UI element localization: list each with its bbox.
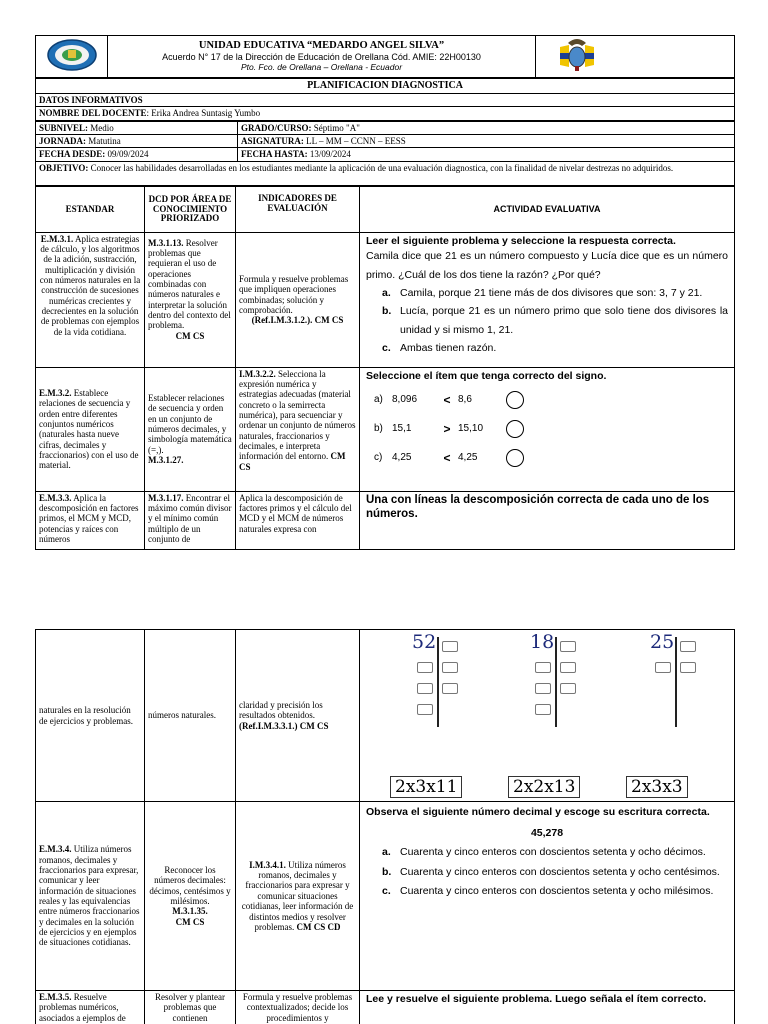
r4-option-text: Cuarenta y cinco enteros con doscientos setenta y ocho décimos. (400, 846, 706, 859)
r3-indicator-cont-text: claridad y precisión los resultados obtenidos. (239, 699, 323, 721)
shift-value: Matutina (86, 136, 121, 147)
r2-item-sign: > (443, 421, 451, 436)
page-1 (35, 35, 734, 550)
r3-dcd-text: Encontrar el máximo común divisor y el mínimo común múltiplo de un conjunto de (148, 492, 232, 545)
r4-option-letter: c. (382, 885, 391, 898)
r4-dcd (145, 802, 236, 991)
blank-divisor-box (442, 683, 458, 694)
r4-indicator-tag: CM CS CD (296, 921, 341, 932)
answer-circle (506, 391, 524, 409)
r4-dcd-text: Reconocer los números decimales: décimos, centésimos y milésimos. (149, 864, 231, 906)
school-logo-cell (36, 36, 108, 78)
r4-decimal-number: 45,278 (530, 826, 564, 839)
division-line (675, 637, 677, 727)
r2-item-label: b) (374, 422, 383, 434)
r3-standard (36, 491, 145, 549)
info-grid (35, 121, 735, 186)
r3-dcd-cont: números naturales. (145, 630, 236, 802)
plan-table-continued (35, 629, 735, 1024)
r1-activity (360, 232, 735, 367)
r1-standard-code: E.M.3.1. (40, 233, 74, 244)
r2-item (366, 385, 728, 414)
r1-option (366, 339, 728, 357)
col-header-standard: ESTANDAR (36, 186, 145, 232)
blank-quotient-box (417, 704, 433, 715)
blank-divisor-box (560, 641, 576, 652)
r5-dcd: Resolver y plantear problemas que contienen (145, 991, 236, 1024)
r4-option (366, 843, 728, 862)
r5-standard-text: Resuelve problemas numéricos, asociados a ejemplos de (39, 992, 126, 1023)
r1-dcd-tag: CM CS (175, 330, 205, 341)
grade-cell (238, 121, 735, 134)
sublevel-cell (36, 121, 238, 134)
answer-circle (506, 420, 524, 438)
blank-divisor-box (560, 683, 576, 694)
subject-cell (238, 135, 735, 148)
r3-indicator-ref: (Ref.I.M.3.3.1.) CM CS (239, 720, 329, 731)
division-number: 18 (530, 631, 555, 653)
answer-circle (506, 449, 524, 467)
r3-activity (360, 491, 735, 549)
r2-indicator-text: Selecciona la expresión numérica y estrategias adecuadas (material concreto o la semirrecta numérica), para secuenciar y ordenar un conjunto de números naturales, fraccionarios y decimales, e interpreta información del entorno. (239, 368, 356, 462)
factor-option: 2x3x3 (626, 776, 688, 798)
r1-standard-text: Aplica estrategias de cálculo, y los algoritmos de la adición, sustracción, multiplicación y división con números naturales en la construcción de sucesiones numéricas crecientes y decrecientes en la solución de problemas con ejemplos de la vida cotidiana. (39, 233, 141, 337)
r4-question: Observa el siguiente número decimal y escoge su escritura correcta. (366, 806, 710, 818)
r4-standard-text: Utiliza números romanos, decimales y fraccionarios para expresar, comunicar y leer información de situaciones reales y las equivalencias entre números fraccionarios y decimales en la solución de ejercicios y en ejemplos de situaciones cotidianas. (39, 844, 140, 948)
r3-dcd (145, 491, 236, 549)
division-line (555, 637, 557, 727)
school-location: Pto. Fco. de Orellana – Orellana - Ecuador (240, 61, 403, 72)
blank-divisor-box (442, 662, 458, 673)
factor-diagram (360, 630, 733, 800)
shift-cell (36, 135, 238, 148)
r4-standard-code: E.M.3.4. (39, 844, 72, 855)
r2-item-right: 8,6 (458, 393, 472, 405)
r4-option (366, 882, 728, 901)
r4-option-letter: a. (382, 846, 391, 859)
blank-quotient-box (417, 662, 433, 673)
r3-dcd-code: M.3.1.17. (148, 492, 184, 503)
r2-item-left: 8,096 (392, 393, 418, 405)
r3-activity-diagram (360, 630, 735, 802)
r1-option-letter: b. (382, 305, 392, 318)
r2-question: Seleccione el ítem que tenga correcto del signo. (366, 369, 607, 382)
r1-option-letter: c. (382, 342, 391, 355)
r1-option (366, 284, 728, 302)
r4-dcd-tag: CM CS (175, 916, 205, 927)
blank-quotient-box (655, 662, 671, 673)
r4-activity (360, 802, 735, 991)
r2-dcd-code: M.3.1.27. (148, 455, 184, 466)
from-date-label: FECHA DESDE: (39, 149, 106, 160)
from-date-cell (36, 148, 238, 161)
to-date-cell (238, 148, 735, 161)
r4-options (366, 843, 728, 901)
r1-problem: Camila dice que 21 es un número compuesto y Lucía dice que es un número primo. ¿Cuál de los dos tiene la razón? ¿Por qué? (366, 250, 728, 281)
r3-standard-code: E.M.3.3. (39, 492, 72, 503)
coat-of-arms-icon (556, 37, 598, 73)
blank-divisor-box (680, 662, 696, 673)
factor-option: 2x3x11 (390, 776, 462, 798)
to-date-label: FECHA HASTA: (241, 149, 308, 160)
r1-dcd-code: M.3.1.13. (148, 237, 184, 248)
r1-option-text: Ambas tienen razón. (400, 342, 497, 355)
r5-standard (36, 991, 145, 1024)
r4-standard (36, 802, 145, 991)
r3-standard-cont: naturales en la resolución de ejercicios y problemas. (36, 630, 145, 802)
r2-items (366, 385, 728, 472)
info-table (35, 78, 735, 121)
r2-item (366, 414, 728, 443)
school-info-cell (108, 36, 536, 78)
blank-divisor-box (680, 641, 696, 652)
grade-label: GRADO/CURSO: (241, 122, 312, 133)
r2-activity (360, 367, 735, 491)
r4-option-text: Cuarenta y cinco enteros con doscientos setenta y ocho milésimos. (400, 885, 714, 898)
teacher-name: : Erika Andrea Suntasig Yumbo (146, 108, 261, 119)
sublevel-label: SUBNIVEL: (39, 122, 89, 133)
r5-activity (360, 991, 735, 1024)
subject-value: LL – MM – CCNN – EESS (303, 136, 406, 147)
col-header-dcd: DCD POR ÁREA DE CONOCIMIENTO PRIORIZADO (145, 186, 236, 232)
r2-item-right: 15,10 (458, 422, 484, 434)
r3-indicator-cont (236, 630, 360, 802)
r3-question: Una con líneas la descomposición correcta de cada uno de los números. (366, 493, 710, 520)
r2-item-label: a) (374, 393, 383, 405)
r1-dcd (145, 232, 236, 367)
r2-dcd-text: Establecer relaciones de secuencia y orden en un conjunto de números decimales, y simbología matemática (=,). (148, 393, 232, 455)
r1-dcd-text: Resolver problemas que requieran el uso de operaciones combinadas con números naturales e interpretar la solución dentro del contexto del problema. (148, 237, 231, 331)
r1-option-text: Camila, porque 21 tiene más de dos divisores que son: 3, 7 y 21. (400, 287, 703, 300)
r4-option-letter: b. (382, 865, 392, 878)
info-section-title: DATOS INFORMATIVOS (36, 94, 735, 107)
r4-option-text: Cuarenta y cinco enteros con doscientos setenta y ocho centésimos. (400, 865, 720, 878)
r2-indicator-code: I.M.3.2.2. (239, 368, 276, 379)
blank-quotient-box (535, 683, 551, 694)
division-number: 52 (412, 631, 437, 653)
teacher-label: NOMBRE DEL DOCENTE (39, 108, 147, 119)
blank-divisor-box (560, 662, 576, 673)
r4-option (366, 863, 728, 882)
r3-indicator: Aplica la descomposición de factores primos y el cálculo del MCD y el MCM de números naturales expresa con (236, 491, 360, 549)
coat-of-arms-cell (536, 36, 735, 78)
blank-quotient-box (535, 662, 551, 673)
division-ladder (528, 632, 608, 742)
r4-dcd-code: M.3.1.35. (172, 906, 208, 917)
r1-indicator (236, 232, 360, 367)
shift-label: JORNADA: (39, 136, 86, 147)
blank-quotient-box (535, 704, 551, 715)
sublevel-value: Medio (88, 122, 114, 133)
r2-standard-text: Establece relaciones de secuencia y orden entre diferentes conjuntos numéricos (naturales hasta nueve cifras, decimales y fraccionarios) con el uso de material. (39, 387, 139, 471)
r4-indicator-text: Utiliza números romanos, decimales y fraccionarios para expresar y comunicar situaciones cotidianas, leer información de distintos medios y resolver problemas. (241, 859, 354, 932)
r1-standard (36, 232, 145, 367)
plan-table (35, 186, 735, 550)
teacher-row (36, 107, 735, 120)
r1-option-letter: a. (382, 287, 391, 300)
r2-item-right: 4,25 (458, 451, 478, 463)
r2-item (366, 443, 728, 472)
objective-text: Conocer las habilidades desarrolladas en los estudiantes mediante la aplicación de una evaluación diagnostica, con la finalidad de nivelar destrezas no adquiridos. (88, 162, 674, 173)
page-2 (35, 629, 734, 1024)
subject-label: ASIGNATURA: (241, 136, 304, 147)
r2-item-label: c) (374, 451, 383, 463)
plan-title: PLANIFICACION DIAGNOSTICA (36, 79, 735, 94)
r1-option-text: Lucía, porque 21 es un número primo que solo tiene dos divisores la unidad y si mismo 1, 21. (400, 305, 728, 336)
r2-indicator (236, 367, 360, 491)
r2-standard-code: E.M.3.2. (39, 387, 72, 398)
from-date-value: 09/09/2024 (105, 149, 149, 160)
grade-value: Séptimo "A" (311, 122, 360, 133)
division-number: 25 (650, 631, 675, 653)
r2-item-left: 15,1 (392, 422, 412, 434)
school-agreement: Acuerdo N° 17 de la Dirección de Educación de Orellana Cód. AMIE: 22H00130 (162, 52, 481, 63)
factor-option: 2x2x13 (508, 776, 580, 798)
division-line (437, 637, 439, 727)
r2-indicator-tag: CM CS (239, 451, 346, 472)
blank-divisor-box (442, 641, 458, 652)
r2-item-sign: < (443, 392, 451, 407)
r4-indicator-code: I.M.3.4.1. (249, 859, 286, 870)
objective-cell (36, 161, 735, 185)
r1-indicator-ref: (Ref.I.M.3.1.2.). CM CS (251, 315, 344, 326)
r5-indicator: Formula y resuelve problemas contextualizados; decide los procedimientos y (236, 991, 360, 1024)
r1-question: Leer el siguiente problema y seleccione la respuesta correcta. (366, 234, 676, 247)
r3-standard-text: Aplica la descomposición en factores primos, el MCM y MCD, potencias y raíces con números (39, 492, 139, 545)
objective-label: OBJETIVO: (39, 162, 89, 173)
r5-question: Lee y resuelve el siguiente problema. Luego señala el ítem correcto. (366, 993, 707, 1005)
r2-item-sign: < (443, 450, 451, 465)
r1-indicator-text: Formula y resuelve problemas que impliquen operaciones combinadas; solución y comprobación. (239, 273, 349, 315)
col-header-indicators: INDICADORES DE EVALUACIÓN (236, 186, 360, 232)
to-date-value: 13/09/2024 (307, 149, 351, 160)
school-name: UNIDAD EDUCATIVA “MEDARDO ANGEL SILVA” (198, 40, 445, 52)
r5-standard-code: E.M.3.5. (39, 992, 72, 1002)
r2-standard (36, 367, 145, 491)
r2-dcd (145, 367, 236, 491)
r1-option (366, 302, 728, 339)
division-ladder (648, 632, 728, 742)
division-ladder (410, 632, 490, 742)
col-header-activity: ACTIVIDAD EVALUATIVA (360, 186, 735, 232)
r2-item-left: 4,25 (392, 451, 412, 463)
r1-options (366, 284, 728, 358)
header-table (35, 35, 735, 78)
school-logo-icon (46, 38, 98, 72)
r4-indicator (236, 802, 360, 991)
blank-quotient-box (417, 683, 433, 694)
